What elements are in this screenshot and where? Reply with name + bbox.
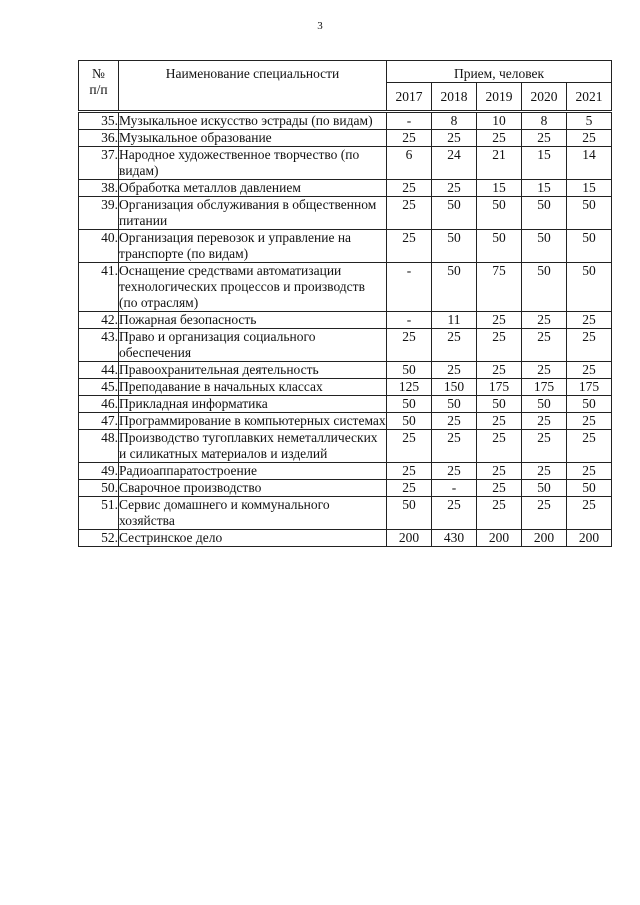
admission-value: 50 <box>477 396 522 413</box>
admission-value: 50 <box>522 480 567 497</box>
specialty-name: Музыкальное искусство эстрады (по видам) <box>119 112 387 130</box>
admission-value: 25 <box>432 180 477 197</box>
row-number: 52. <box>79 530 119 547</box>
row-number: 44. <box>79 362 119 379</box>
row-number: 42. <box>79 312 119 329</box>
admission-value: 25 <box>567 430 612 463</box>
page-number: 3 <box>317 20 323 32</box>
table-row <box>79 362 612 379</box>
admission-value: 200 <box>522 530 567 547</box>
admission-value: 75 <box>477 263 522 312</box>
admission-value: 25 <box>522 362 567 379</box>
row-number: 38. <box>79 180 119 197</box>
header-year: 2017 <box>387 83 432 112</box>
row-number: 36. <box>79 130 119 147</box>
admission-value: 25 <box>432 362 477 379</box>
header-number-symbol: № <box>92 66 105 81</box>
admission-value: 25 <box>567 413 612 430</box>
row-number: 39. <box>79 197 119 230</box>
row-number: 37. <box>79 147 119 180</box>
admission-value: 50 <box>522 197 567 230</box>
table-row <box>79 413 612 430</box>
row-number: 43. <box>79 329 119 362</box>
table-row <box>79 530 612 547</box>
admission-value: - <box>387 112 432 130</box>
admission-value: 50 <box>387 497 432 530</box>
admission-value: 50 <box>567 197 612 230</box>
specialty-name: Производство тугоплавких неметаллических и силикатных материалов и изделий <box>119 430 387 463</box>
table-row <box>79 329 612 362</box>
table-header-row <box>79 61 612 83</box>
specialty-name: Преподавание в начальных классах <box>119 379 387 396</box>
specialty-name: Правоохранительная деятельность <box>119 362 387 379</box>
specialty-name: Оснащение средствами автоматизации технологических процессов и производств (по отраслям) <box>119 263 387 312</box>
admission-value: 25 <box>387 480 432 497</box>
table-row <box>79 379 612 396</box>
admission-value: 50 <box>567 263 612 312</box>
admission-value: 50 <box>567 480 612 497</box>
admission-value: 25 <box>432 329 477 362</box>
admission-value: 15 <box>567 180 612 197</box>
admission-value: 25 <box>477 329 522 362</box>
admission-value: 25 <box>522 312 567 329</box>
admission-value: 50 <box>387 396 432 413</box>
admission-value: 25 <box>387 197 432 230</box>
header-year: 2019 <box>477 83 522 112</box>
row-number: 46. <box>79 396 119 413</box>
admission-value: 50 <box>567 396 612 413</box>
table-row <box>79 463 612 480</box>
admission-value: 24 <box>432 147 477 180</box>
admission-value: 25 <box>567 329 612 362</box>
row-number: 41. <box>79 263 119 312</box>
admission-value: 50 <box>477 230 522 263</box>
header-year: 2021 <box>567 83 612 112</box>
admission-value: 25 <box>432 130 477 147</box>
admission-value: 50 <box>432 263 477 312</box>
admission-value: 50 <box>432 230 477 263</box>
header-specialty-name: Наименование специальности <box>119 61 387 112</box>
header-number <box>79 61 119 112</box>
specialty-name: Сестринское дело <box>119 530 387 547</box>
admissions-table <box>78 60 612 547</box>
admission-value: 25 <box>477 463 522 480</box>
admission-value: - <box>432 480 477 497</box>
admission-value: 25 <box>522 413 567 430</box>
table-row <box>79 112 612 130</box>
table-row <box>79 497 612 530</box>
header-admission-group: Прием, человек <box>387 61 612 83</box>
admission-value: 50 <box>432 197 477 230</box>
admission-value: 25 <box>387 329 432 362</box>
admission-value: 10 <box>477 112 522 130</box>
admission-value: - <box>387 312 432 329</box>
specialty-name: Организация перевозок и управление на транспорте (по видам) <box>119 230 387 263</box>
admission-value: 25 <box>567 312 612 329</box>
admission-value: 15 <box>477 180 522 197</box>
admission-value: 11 <box>432 312 477 329</box>
specialty-name: Право и организация социального обеспечения <box>119 329 387 362</box>
admission-value: 8 <box>522 112 567 130</box>
specialty-name: Организация обслуживания в общественном питании <box>119 197 387 230</box>
admission-value: 125 <box>387 379 432 396</box>
admission-value: 50 <box>522 396 567 413</box>
row-number: 50. <box>79 480 119 497</box>
admission-value: 15 <box>522 180 567 197</box>
admission-value: 15 <box>522 147 567 180</box>
specialty-name: Обработка металлов давлением <box>119 180 387 197</box>
admission-value: 25 <box>522 329 567 362</box>
admission-value: 50 <box>477 197 522 230</box>
table-row <box>79 312 612 329</box>
admission-value: 430 <box>432 530 477 547</box>
admission-value: 25 <box>522 130 567 147</box>
admission-value: 25 <box>477 480 522 497</box>
admission-value: 25 <box>477 362 522 379</box>
specialty-name: Радиоаппаратостроение <box>119 463 387 480</box>
admission-value: 200 <box>567 530 612 547</box>
specialty-name: Прикладная информатика <box>119 396 387 413</box>
row-number: 51. <box>79 497 119 530</box>
row-number: 45. <box>79 379 119 396</box>
admission-value: 25 <box>387 463 432 480</box>
admission-value: 25 <box>432 497 477 530</box>
row-number: 47. <box>79 413 119 430</box>
admission-value: 25 <box>387 430 432 463</box>
admission-value: 200 <box>477 530 522 547</box>
specialty-name: Музыкальное образование <box>119 130 387 147</box>
admission-value: - <box>387 263 432 312</box>
admission-value: 25 <box>522 430 567 463</box>
table-row <box>79 430 612 463</box>
row-number: 35. <box>79 112 119 130</box>
table-row <box>79 480 612 497</box>
table-row <box>79 197 612 230</box>
admission-value: 8 <box>432 112 477 130</box>
admission-value: 50 <box>522 230 567 263</box>
admission-value: 175 <box>567 379 612 396</box>
admission-value: 50 <box>522 263 567 312</box>
admission-value: 150 <box>432 379 477 396</box>
admission-value: 25 <box>477 312 522 329</box>
admission-value: 175 <box>477 379 522 396</box>
admission-value: 25 <box>477 430 522 463</box>
header-number-abbr: п/п <box>89 82 108 97</box>
admission-value: 50 <box>432 396 477 413</box>
row-number: 48. <box>79 430 119 463</box>
header-year: 2018 <box>432 83 477 112</box>
row-number: 40. <box>79 230 119 263</box>
admission-value: 50 <box>387 362 432 379</box>
admission-value: 50 <box>387 413 432 430</box>
row-number: 49. <box>79 463 119 480</box>
admission-value: 25 <box>477 413 522 430</box>
specialty-name: Сервис домашнего и коммунального хозяйства <box>119 497 387 530</box>
table-body <box>79 112 612 547</box>
admission-value: 25 <box>522 497 567 530</box>
admission-value: 25 <box>567 497 612 530</box>
admission-value: 25 <box>387 130 432 147</box>
admission-value: 25 <box>432 413 477 430</box>
table-row <box>79 263 612 312</box>
admission-value: 25 <box>477 130 522 147</box>
admission-value: 25 <box>432 430 477 463</box>
admission-value: 25 <box>432 463 477 480</box>
admission-value: 200 <box>387 530 432 547</box>
table-row <box>79 130 612 147</box>
admission-value: 21 <box>477 147 522 180</box>
table-row <box>79 147 612 180</box>
specialty-name: Пожарная безопасность <box>119 312 387 329</box>
admission-value: 14 <box>567 147 612 180</box>
admission-value: 25 <box>567 362 612 379</box>
table-row <box>79 230 612 263</box>
admission-value: 6 <box>387 147 432 180</box>
admission-value: 25 <box>522 463 567 480</box>
header-year: 2020 <box>522 83 567 112</box>
table-row <box>79 396 612 413</box>
admission-value: 175 <box>522 379 567 396</box>
admission-value: 5 <box>567 112 612 130</box>
admission-value: 25 <box>387 180 432 197</box>
admission-value: 25 <box>567 463 612 480</box>
admission-value: 50 <box>567 230 612 263</box>
specialty-name: Сварочное производство <box>119 480 387 497</box>
table-row <box>79 180 612 197</box>
specialty-name: Программирование в компьютерных системах <box>119 413 386 428</box>
admission-value: 25 <box>477 497 522 530</box>
specialty-name: Народное художественное творчество (по видам) <box>119 147 387 180</box>
admission-value: 25 <box>567 130 612 147</box>
admission-value: 25 <box>387 230 432 263</box>
